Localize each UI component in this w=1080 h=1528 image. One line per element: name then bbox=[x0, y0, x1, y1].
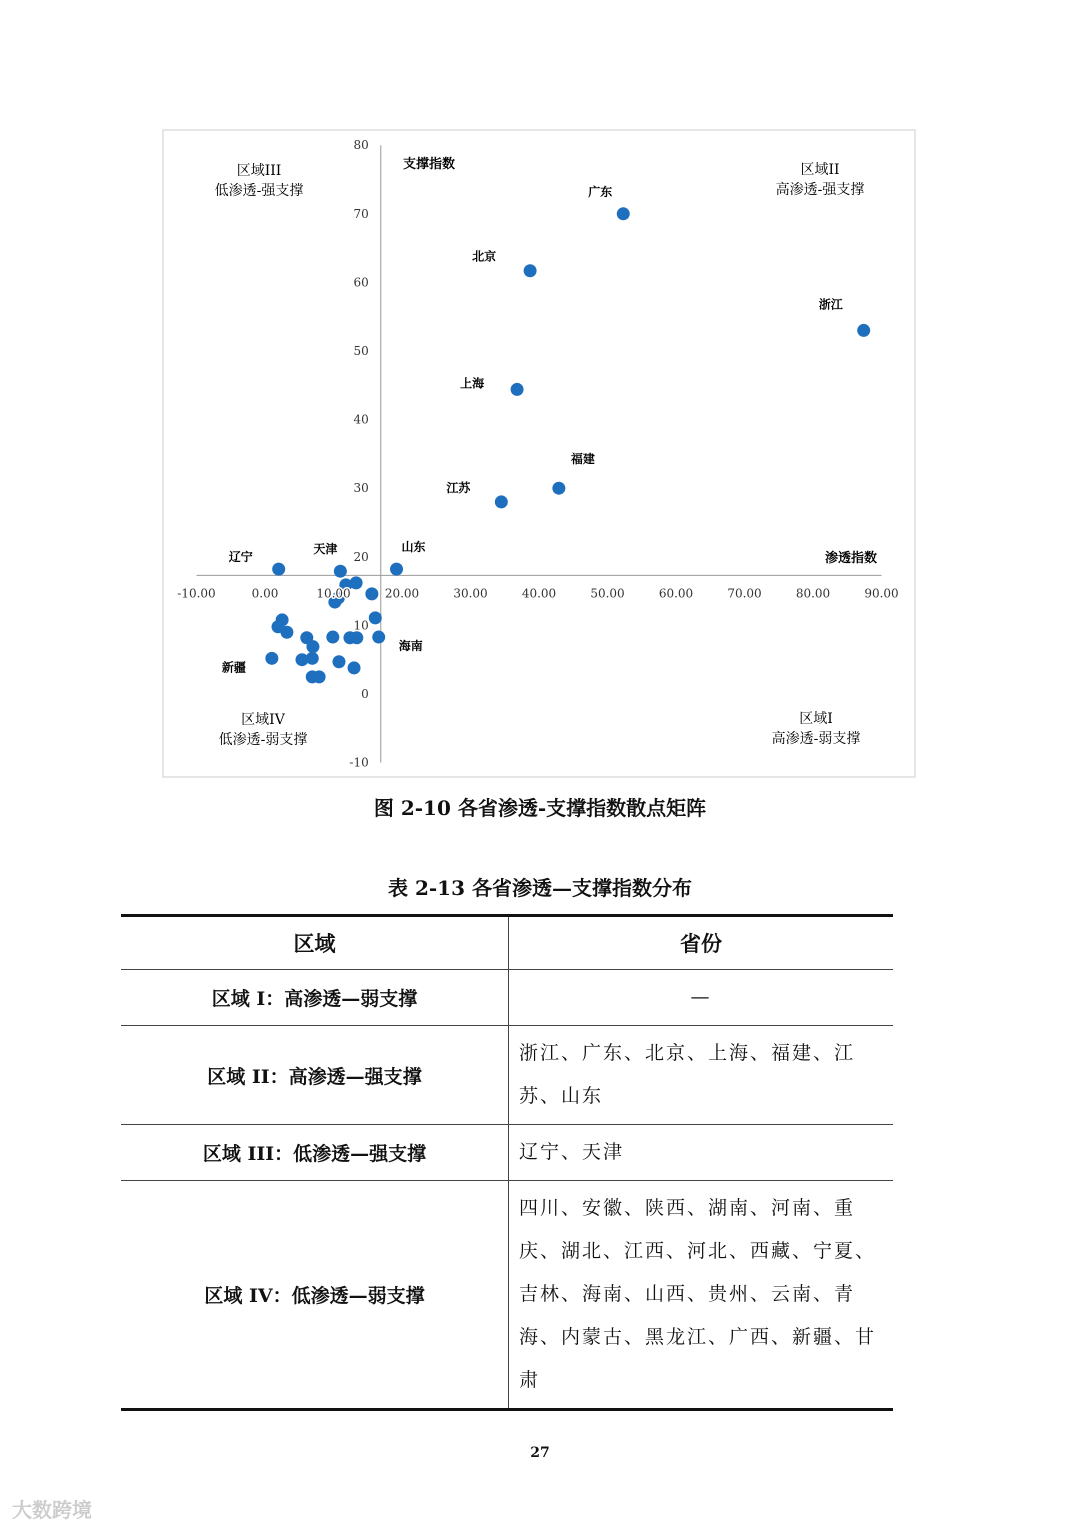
header-region: 区域 bbox=[121, 916, 509, 970]
x-tick-label: -10.00 bbox=[177, 586, 216, 601]
page-number: 27 bbox=[530, 1445, 550, 1461]
y-axis-title: 支撑指数 bbox=[403, 157, 456, 172]
data-point bbox=[369, 611, 382, 624]
x-tick-label: 90.00 bbox=[864, 586, 899, 601]
table-caption: 表 2-13 各省渗透—支撑指数分布 bbox=[388, 876, 692, 900]
data-point bbox=[524, 264, 537, 277]
data-point bbox=[552, 482, 565, 495]
provinces-cell: 四川、安徽、陕西、湖南、河南、重庆、湖北、江西、河北、西藏、宁夏、吉林、海南、山西、贵州、云南、青海、内蒙古、黑龙江、广西、新疆、甘肃 bbox=[509, 1181, 894, 1410]
data-point bbox=[334, 565, 347, 578]
data-point bbox=[511, 383, 524, 396]
table-row bbox=[121, 970, 893, 1026]
y-tick-label: 70 bbox=[353, 206, 369, 221]
x-tick-label: 0.00 bbox=[251, 586, 279, 601]
point-label: 福建 bbox=[570, 452, 595, 467]
point-label: 北京 bbox=[472, 249, 497, 264]
y-tick-label: -10 bbox=[349, 755, 369, 770]
quadrant-name: 区域II bbox=[800, 162, 840, 178]
point-label: 新疆 bbox=[221, 660, 246, 675]
y-tick-label: 50 bbox=[353, 344, 369, 358]
point-label: 上海 bbox=[460, 376, 485, 391]
quadrant-desc: 低渗透-弱支撑 bbox=[218, 732, 308, 748]
x-tick-label: 50.00 bbox=[590, 586, 625, 601]
quadrant-name: 区域IV bbox=[241, 712, 285, 728]
point-label: 天津 bbox=[313, 542, 338, 557]
watermark: 大数跨境 bbox=[12, 1498, 92, 1522]
data-point bbox=[348, 661, 361, 674]
point-label: 海南 bbox=[398, 639, 423, 654]
table-header-row bbox=[121, 916, 893, 970]
region-cell: 区域 II：高渗透—强支撑 bbox=[121, 1026, 509, 1125]
header-provinces: 省份 bbox=[509, 916, 894, 970]
x-tick-label: 20.00 bbox=[384, 586, 420, 601]
table-row bbox=[121, 1026, 893, 1125]
table-row bbox=[121, 1125, 893, 1181]
point-label: 广东 bbox=[588, 184, 613, 199]
provinces-cell: 辽宁、天津 bbox=[509, 1125, 894, 1181]
data-point bbox=[306, 640, 319, 653]
data-point bbox=[272, 563, 285, 576]
x-tick-label: 60.00 bbox=[658, 586, 694, 601]
data-point bbox=[365, 587, 378, 600]
quadrant-name: 区域III bbox=[236, 163, 282, 179]
data-point bbox=[332, 655, 345, 668]
plot-frame bbox=[163, 130, 915, 777]
data-point bbox=[390, 563, 403, 576]
point-label: 江苏 bbox=[446, 480, 471, 495]
point-label: 浙江 bbox=[818, 297, 843, 312]
table-row bbox=[121, 1181, 893, 1410]
x-tick-label: 10.00 bbox=[316, 586, 351, 601]
y-tick-label: 30 bbox=[353, 481, 369, 496]
data-point bbox=[350, 631, 363, 644]
data-point bbox=[372, 631, 385, 644]
quadrant-desc: 高渗透-强支撑 bbox=[775, 182, 865, 198]
data-point bbox=[350, 576, 363, 589]
data-point bbox=[306, 652, 319, 665]
provinces-cell: 浙江、广东、北京、上海、福建、江苏、山东 bbox=[509, 1026, 894, 1125]
x-tick-label: 70.00 bbox=[727, 586, 762, 601]
y-tick-label: 80 bbox=[353, 138, 369, 153]
quadrant-desc: 低渗透-强支撑 bbox=[214, 183, 304, 199]
x-tick-label: 80.00 bbox=[795, 586, 831, 601]
quadrant-desc: 高渗透-弱支撑 bbox=[771, 731, 861, 747]
data-point bbox=[857, 324, 870, 337]
region-cell: 区域 III：低渗透—强支撑 bbox=[121, 1125, 509, 1181]
data-point bbox=[265, 652, 278, 665]
distribution-table bbox=[121, 914, 893, 1411]
y-tick-label: 60 bbox=[353, 275, 369, 290]
data-point bbox=[495, 495, 508, 508]
figure-caption: 图 2-10 各省渗透-支撑指数散点矩阵 bbox=[373, 796, 707, 820]
x-axis-title: 渗透指数 bbox=[824, 551, 877, 566]
y-tick-label: 40 bbox=[353, 412, 369, 427]
data-point bbox=[280, 626, 293, 639]
point-label: 山东 bbox=[401, 540, 426, 555]
x-tick-label: 40.00 bbox=[521, 586, 557, 601]
x-tick-label: 30.00 bbox=[453, 586, 488, 601]
y-tick-label: 10 bbox=[353, 618, 369, 633]
y-tick-label: 0 bbox=[361, 687, 369, 701]
y-tick-label: 20 bbox=[353, 549, 369, 564]
data-point bbox=[326, 631, 339, 644]
data-point bbox=[313, 670, 326, 683]
point-label: 辽宁 bbox=[228, 550, 253, 565]
data-point bbox=[617, 207, 630, 220]
provinces-cell: — bbox=[509, 970, 894, 1026]
region-cell: 区域 IV：低渗透—弱支撑 bbox=[121, 1181, 509, 1410]
region-cell: 区域 I：高渗透—弱支撑 bbox=[121, 970, 509, 1026]
quadrant-name: 区域I bbox=[799, 711, 833, 727]
